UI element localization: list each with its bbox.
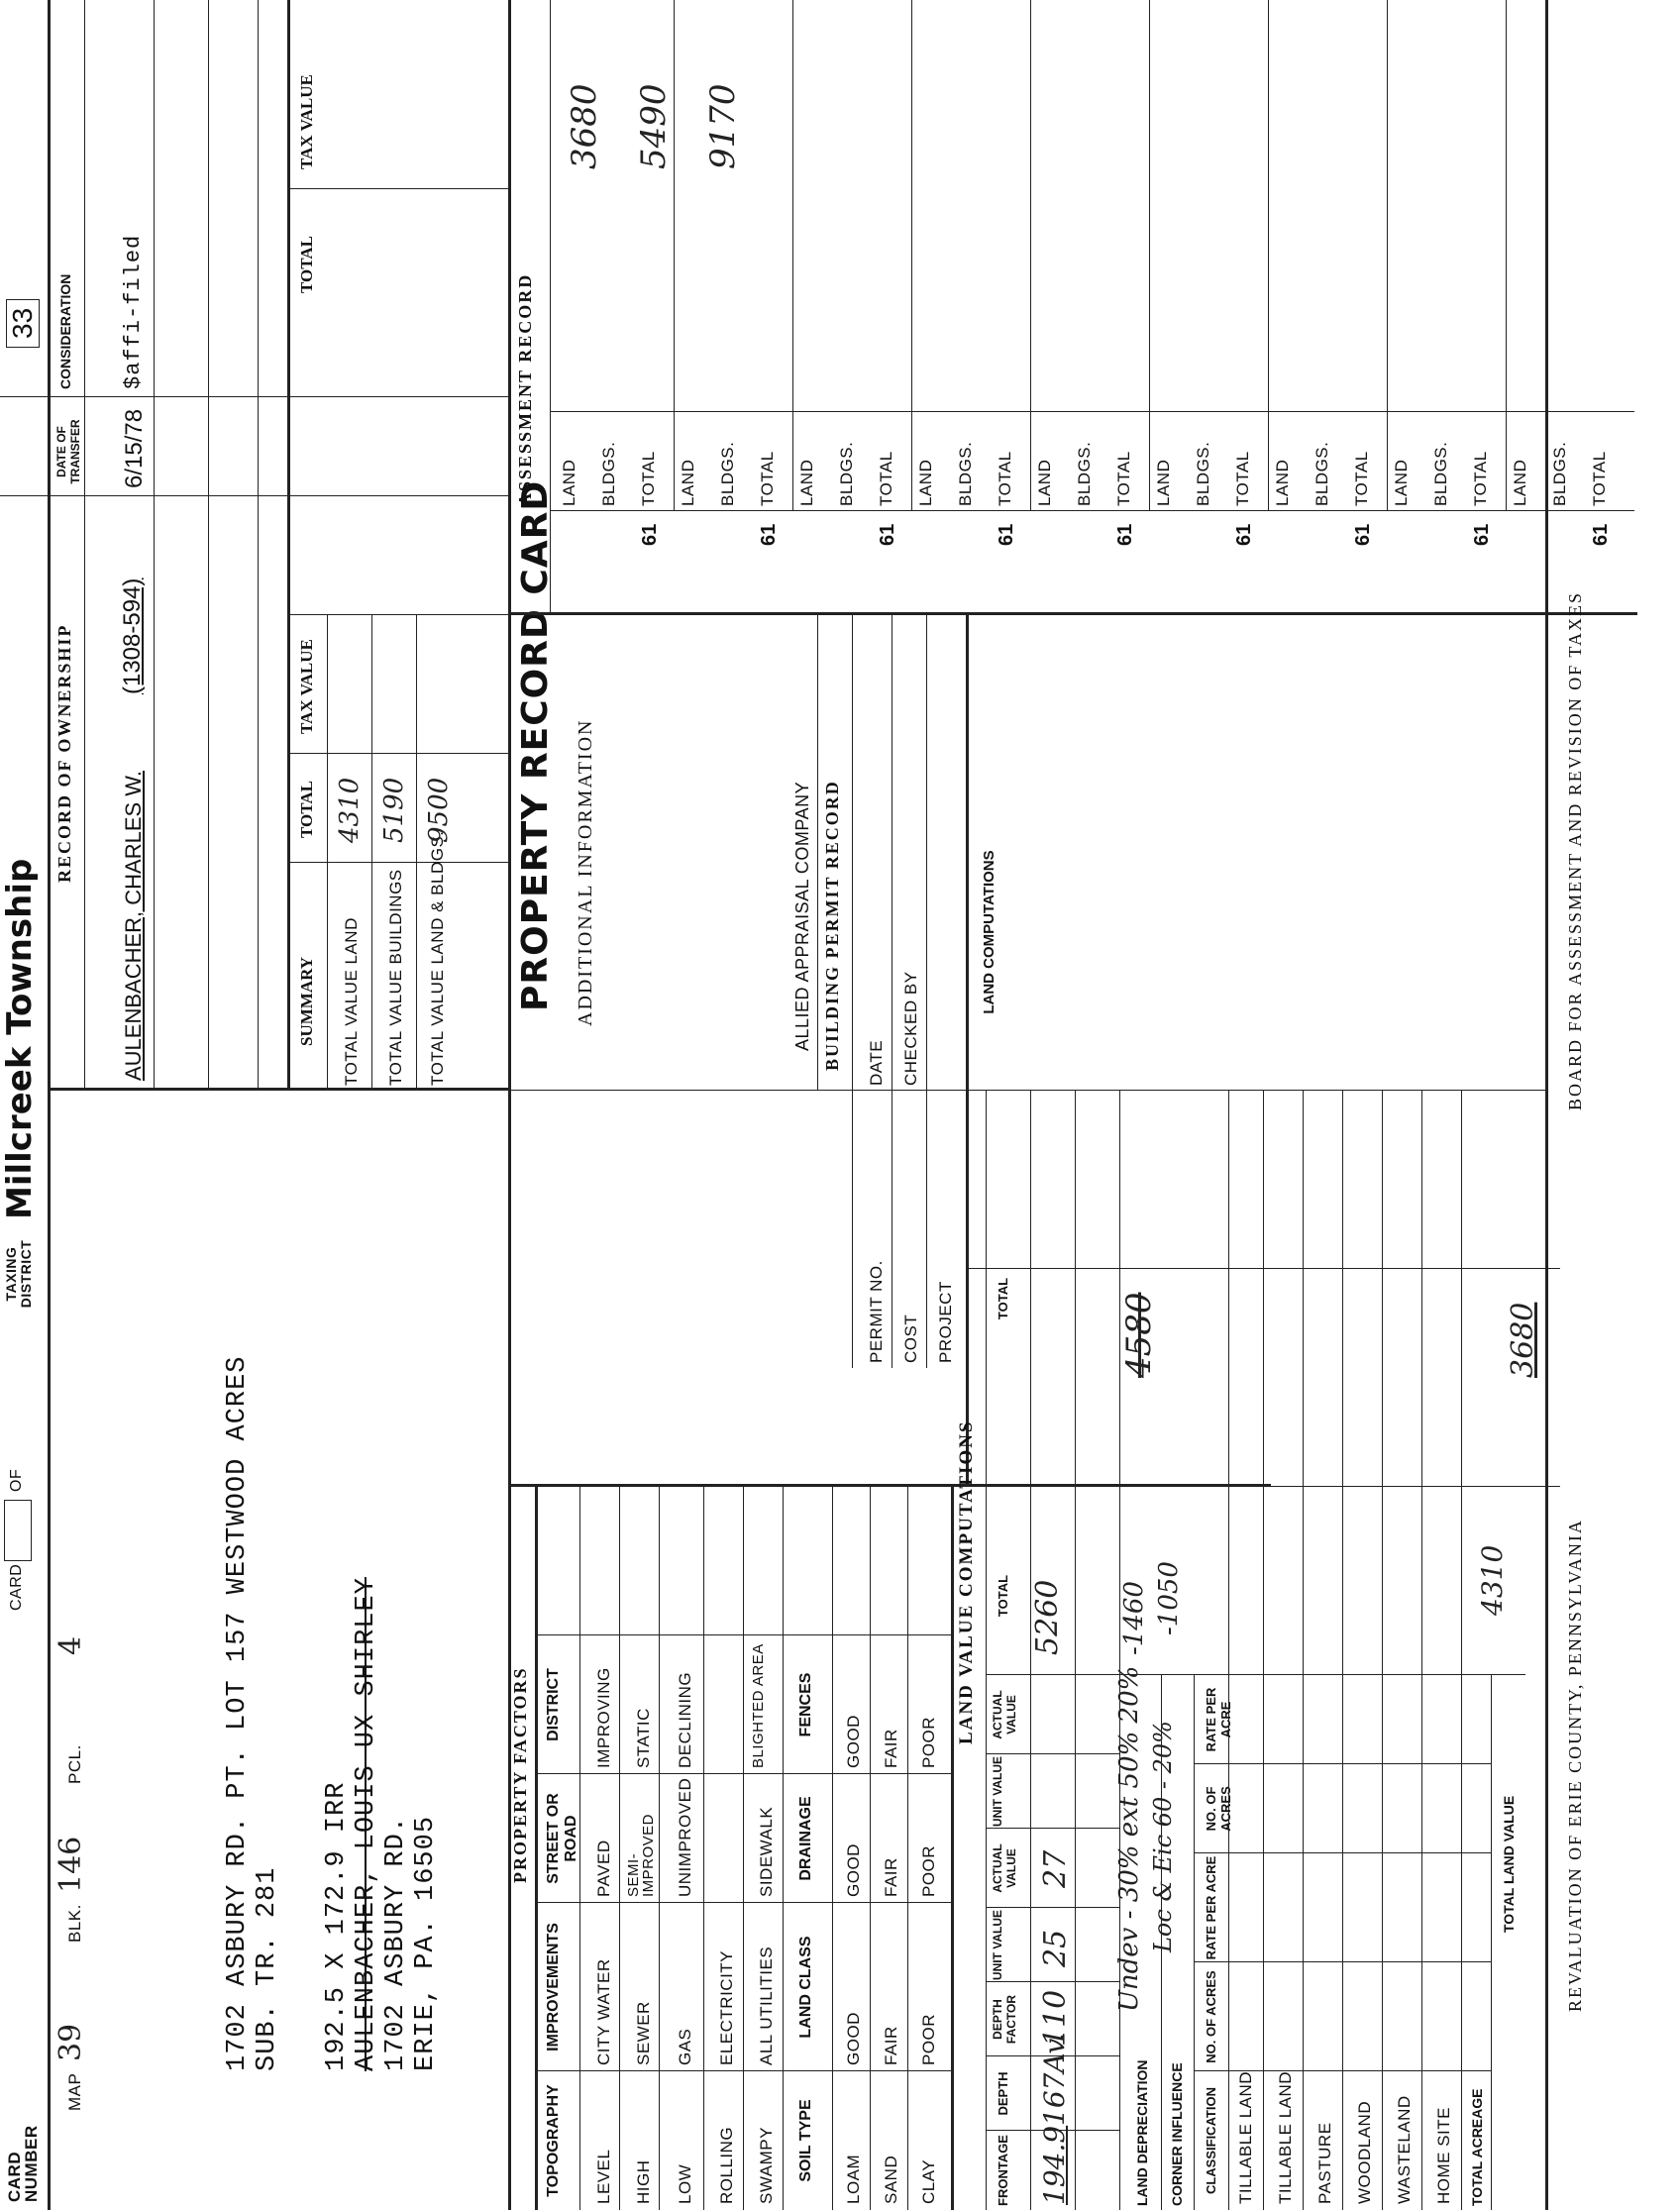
of-label: OF [8, 1468, 25, 1492]
date-of-transfer-label: DATE OF TRANSFER [54, 419, 82, 484]
card-title: PROPERTY RECORD CARD [515, 479, 556, 1011]
land-class-good: GOOD [844, 2012, 863, 2065]
fences-good: GOOD [844, 1715, 863, 1768]
ownership-bottom [287, 0, 290, 1091]
taxing-district-label: TAXING DISTRICT [3, 1239, 34, 1309]
corner-number: 33 [6, 299, 40, 348]
class-col-rate-2: RATE PER ACRE [1204, 1687, 1233, 1752]
class-col-acres-2: NO. OF ACRES [1204, 1786, 1233, 1832]
fences-poor: POOR [919, 1716, 938, 1768]
assessment-grid-3 [911, 0, 912, 511]
property-line-5: 1702 ASBURY RD. [381, 1815, 411, 2071]
lv-col-total-2: TOTAL [996, 1277, 1010, 1320]
lv-col-frontage: FRONTAGE [996, 2135, 1010, 2206]
assess-land-8: LAND [1392, 459, 1411, 506]
assessment-block [555, 412, 1634, 600]
assess-land-6: LAND [1154, 459, 1173, 506]
lv-depr-note-2: Loc & Eic 60 - 20% [1149, 1721, 1177, 1952]
land-class-poor: POOR [919, 2013, 938, 2065]
taxing-district-value: Millcreek Township [0, 858, 40, 1219]
assess-bldgs-6: BLDGS. [1194, 441, 1212, 506]
lv-vline-3 [986, 1981, 1119, 1982]
ownership-total-label: TOTAL [297, 236, 316, 293]
class-woodland: WOODLAND [1355, 2100, 1374, 2204]
card-value-line [4, 1500, 32, 1561]
assess-land-3: LAND [797, 459, 816, 506]
assess-bldgs-8: BLDGS. [1431, 441, 1450, 506]
permit-line-3 [926, 615, 927, 1368]
factors-soil-line [832, 1487, 833, 2210]
soil-header: SOIL TYPE [797, 2099, 814, 2182]
assess-bldgs-3: BLDGS. [837, 441, 856, 506]
lv-vline-7 [986, 1674, 1525, 1675]
ownership-tax-value-label: TAX VALUE [297, 74, 316, 169]
assess-land-2: LAND [679, 459, 697, 506]
assess-year-6: 61 [1233, 523, 1255, 546]
summary-row-buildings-label: TOTAL VALUE BUILDINGS [386, 869, 405, 1086]
assess-year-1: 61 [639, 523, 661, 546]
lv-total-value: 5260 [1030, 1579, 1065, 1655]
district-declining: DECLINING [676, 1671, 694, 1768]
pcl-label: PCL. [65, 1744, 84, 1784]
factors-bottom [951, 1487, 954, 2210]
summary-tax-label: TAX VALUE [297, 639, 316, 734]
lv-class-row-5 [1421, 1091, 1422, 2210]
street-semi: SEMI-IMPROVED [625, 1813, 657, 1897]
assess-year-8: 61 [1471, 523, 1493, 546]
assessment-grid-4 [1030, 0, 1031, 511]
lv-class-row-1 [1263, 1091, 1264, 2210]
drainage-header: DRAINAGE [797, 1796, 814, 1881]
ownership-date-col [0, 495, 508, 496]
ownership-tax-col [287, 188, 508, 189]
land-class-header: LAND CLASS [797, 1936, 814, 2039]
soil-loam: LOAM [844, 2154, 863, 2204]
lv-col-unit-1: UNIT VALUE [991, 1909, 1004, 1981]
lv-acreage-line [1491, 1675, 1492, 2210]
assess-total-1: TOTAL [639, 451, 658, 506]
assess-land-5: LAND [1035, 459, 1054, 506]
lv-col-unit-2: UNIT VALUE [991, 1755, 1004, 1828]
factors-row-5 [783, 1487, 784, 2210]
summary-row-land-value: 4310 [335, 777, 365, 843]
blk-value: 146 [53, 1836, 88, 1893]
assess-year-3: 61 [877, 523, 898, 546]
summary-row-line-2 [416, 615, 417, 1091]
improvements-header: IMPROVEMENTS [545, 1923, 562, 2052]
appraisal-company: ALLIED APPRAISAL COMPANY [792, 781, 812, 1051]
class-tillable-2: TILLABLE LAND [1276, 2070, 1295, 2204]
map-value: 39 [53, 2023, 88, 2061]
assess-total-2: TOTAL [758, 451, 777, 506]
lv-col-actual-1: ACTUAL VALUE [991, 1843, 1018, 1893]
assess-year-9: 61 [1590, 523, 1612, 546]
assess-bldgs-2: BLDGS. [718, 441, 737, 506]
corner-influence-label: CORNER INFLUENCE [1169, 2062, 1185, 2206]
lv-depr-value-2: -1050 [1154, 1561, 1184, 1635]
ownership-header-line [84, 0, 85, 1091]
property-line-2: SUB. TR. 281 [253, 1866, 282, 2071]
imp-gas: GAS [676, 2028, 694, 2065]
assess-bldgs-4: BLDGS. [956, 441, 975, 506]
map-label: MAP [65, 2072, 84, 2111]
assessment-grid-8 [1506, 0, 1507, 511]
topo-level: LEVEL [594, 2149, 613, 2204]
lv-col-depth-factor: DEPTH FACTOR [991, 1994, 1018, 2045]
pcl-value: 4 [53, 1635, 88, 1655]
final-total-value: 3680 [1506, 1302, 1540, 1378]
assessment-value-col [550, 411, 1634, 412]
lv-class-row-4 [1382, 1091, 1383, 2210]
assessment-grid-5 [1149, 0, 1150, 511]
district-improving: IMPROVING [594, 1667, 613, 1768]
imp-city-water: CITY WATER [594, 1958, 613, 2065]
imp-sewer: SEWER [634, 2001, 653, 2065]
assess-bldgs-5: BLDGS. [1075, 441, 1094, 506]
lv-depr-note-1: Undev - 30% ext 50% 20% [1114, 1665, 1144, 2012]
building-permit-title: BUILDING PERMIT RECORD [822, 780, 842, 1071]
assessment-value-3: 9170 [703, 83, 743, 169]
topo-swampy: SWAMPY [757, 2127, 776, 2204]
summary-tax-col [287, 753, 508, 754]
summary-right-border [287, 614, 508, 615]
property-line-6: ERIE, PA. 16505 [411, 1815, 441, 2071]
assess-year-5: 61 [1114, 523, 1136, 546]
assessment-title: ASSESSMENT RECORD [515, 272, 535, 506]
assess-year-7: 61 [1352, 523, 1374, 546]
card-label: CARD [8, 1563, 25, 1611]
total-land-value-num: 4310 [1476, 1544, 1509, 1616]
property-line-4: AULENBACHER, LOUIS UX SHIRLEY [352, 1577, 381, 2071]
permit-no-label: PERMIT NO. [867, 1260, 886, 1363]
summary-header-line [327, 615, 328, 1091]
topography-header: TOPOGRAPHY [545, 2084, 562, 2197]
lv-row-line-1 [1075, 1091, 1076, 2210]
consideration-value: $affi-filed [121, 234, 146, 389]
assessment-grid-6 [1268, 0, 1269, 511]
permit-line-1 [852, 615, 853, 1368]
ownership-row-1 [154, 0, 155, 1091]
ownership-row-2 [208, 0, 209, 1091]
ownership-consideration-col [0, 396, 508, 397]
assessment-grid-1 [674, 0, 675, 511]
permit-top-line [817, 615, 818, 1091]
assess-total-8: TOTAL [1471, 451, 1490, 506]
lv-factor-value: 110 [1038, 1989, 1073, 2047]
assessment-label-col [550, 510, 1634, 511]
topo-low: LOW [676, 2163, 694, 2204]
ownership-row-3 [258, 0, 259, 1091]
summary-title: SUMMARY [297, 956, 316, 1046]
lv-col-depth: DEPTH [996, 2071, 1010, 2116]
assess-land-4: LAND [916, 459, 935, 506]
factors-row-3 [703, 1487, 704, 2210]
permit-checked-label: CHECKED BY [901, 971, 920, 1086]
permit-cost-label: COST [901, 1314, 920, 1363]
lv-corner-line [1194, 1675, 1195, 2210]
land-value-title-line [986, 1091, 987, 2210]
land-computations-title: LAND COMPUTATIONS [981, 850, 998, 1014]
assessment-header-line [550, 0, 551, 615]
property-line-3: 192.5 X 172.9 IRR [322, 1781, 352, 2071]
lv-col-total-1: TOTAL [996, 1574, 1010, 1618]
consideration-label: CONSIDERATION [57, 273, 73, 389]
land-value-title: LAND VALUE COMPUTATIONS [956, 1420, 977, 1744]
factors-row-1 [619, 1487, 620, 2210]
factors-top [535, 1487, 538, 2210]
lv-col-actual-2: ACTUAL VALUE [991, 1690, 1018, 1739]
assess-total-6: TOTAL [1233, 451, 1252, 506]
assessment-left-border [508, 612, 1637, 615]
topo-high: HIGH [634, 2159, 653, 2204]
fences-fair: FAIR [882, 1729, 900, 1768]
class-home-site: HOME SITE [1434, 2106, 1453, 2204]
lv-struck-total: 4580 [1119, 1292, 1159, 1378]
assessment-value-1: 3680 [565, 83, 604, 169]
lv-depr-value-1: -1460 [1119, 1581, 1149, 1655]
street-unimproved: UNIMPROVED [676, 1777, 694, 1897]
soil-clay: CLAY [919, 2158, 938, 2204]
class-tillable-1: TILLABLE LAND [1236, 2070, 1255, 2204]
lv-class-row-3 [1342, 1091, 1343, 2210]
card-number-label: CARD NUMBER [5, 2125, 41, 2202]
ownership-book-page: (1308-594) [119, 578, 146, 694]
class-col-classification: CLASSIFICATION [1204, 2086, 1218, 2195]
district-header: DISTRICT [545, 1668, 562, 1741]
factors-title: PROPERTY FACTORS [510, 1666, 530, 1883]
street-paved: PAVED [594, 1840, 613, 1897]
assessment-grid-2 [792, 0, 793, 511]
property-line-1: 1702 ASBURY RD. PT. LOT 157 WESTWOOD ACRES [223, 1355, 253, 2071]
land-depreciation-label: LAND DEPRECIATION [1134, 2059, 1150, 2206]
assess-land-1: LAND [560, 459, 578, 506]
class-wasteland: WASTELAND [1395, 2095, 1414, 2204]
district-blighted: BLIGHTED AREA [750, 1643, 767, 1768]
street-header: STREET OR ROAD [545, 1793, 579, 1884]
footer-left: REVALUATION OF ERIE COUNTY, PENNSYLVANIA [1565, 1519, 1585, 2012]
assess-year-2: 61 [758, 523, 780, 546]
assessment-grid-7 [1387, 0, 1388, 511]
imp-all-utilities: ALL UTILITIES [757, 1946, 776, 2065]
summary-row-total-label: TOTAL VALUE LAND & BLDGS. [428, 830, 447, 1086]
assess-total-7: TOTAL [1352, 451, 1371, 506]
soil-sand: SAND [882, 2155, 900, 2204]
assess-total-9: TOTAL [1590, 451, 1609, 506]
permit-mid-col [508, 1090, 966, 1091]
district-static: STATIC [634, 1708, 653, 1768]
ownership-date: 6/15/78 [121, 408, 148, 488]
assess-land-9: LAND [1511, 459, 1529, 506]
factors-row-4 [743, 1487, 744, 2210]
summary-row-line-1 [371, 615, 372, 1091]
drainage-good: GOOD [844, 1843, 863, 1897]
ownership-left-border [48, 1088, 508, 1091]
land-comp-left-border [966, 1090, 1545, 1091]
fences-header: FENCES [797, 1672, 814, 1737]
footer-right: BOARD FOR ASSESSMENT AND REVISION OF TAXES [1565, 591, 1585, 1110]
assess-bldgs-1: BLDGS. [599, 441, 618, 506]
assess-land-7: LAND [1273, 459, 1292, 506]
topo-rolling: ROLLING [717, 2126, 736, 2204]
class-col-acres-1: NO. OF ACRES [1204, 1970, 1218, 2063]
lv-unit-value: 25 [1038, 1929, 1073, 1967]
ownership-title: RECORD OF OWNERSHIP [54, 623, 74, 883]
summary-row-land-label: TOTAL VALUE LAND [342, 917, 361, 1086]
ownership-owner: AULENBACHER, CHARLES W. [121, 771, 146, 1081]
lv-vline-5 [986, 1828, 1119, 1829]
class-col-rate-1: RATE PER ACRE [1204, 1855, 1218, 1960]
summary-row-total-value: 9500 [424, 777, 454, 843]
lv-class-row-2 [1303, 1091, 1304, 2210]
header-divider [48, 0, 51, 2210]
assess-bldgs-7: BLDGS. [1312, 441, 1331, 506]
assess-bldgs-9: BLDGS. [1550, 441, 1569, 506]
factors-soil-row-1 [870, 1487, 871, 2210]
assess-total-3: TOTAL [877, 451, 895, 506]
lv-bottom [1545, 0, 1548, 2210]
lv-depth-value: 167Av. [1038, 2033, 1071, 2126]
drainage-fair: FAIR [882, 1857, 900, 1897]
street-sidewalk: SIDEWALK [757, 1806, 776, 1897]
lv-class-row-6 [1461, 1091, 1462, 2210]
factors-row-2 [659, 1487, 660, 2210]
lv-vline-6 [986, 1753, 1119, 1754]
blk-label: BLK. [65, 1904, 84, 1943]
summary-row-buildings-value: 5190 [379, 777, 409, 843]
factors-soil-row-2 [907, 1487, 908, 2210]
additional-info-label: ADDITIONAL INFORMATION [575, 718, 596, 1026]
lv-frontage-value: 194.9 [1038, 2125, 1071, 2205]
total-land-value-label: TOTAL LAND VALUE [1501, 1795, 1517, 1933]
imp-electricity: ELECTRICITY [717, 1949, 736, 2065]
summary-total-label: TOTAL [297, 781, 316, 838]
assessment-value-2: 5490 [634, 83, 674, 169]
lv-class-header-line [1228, 1091, 1229, 2210]
class-pasture: PASTURE [1315, 2122, 1334, 2204]
assess-year-4: 61 [996, 523, 1017, 546]
lv-vline-4 [986, 1907, 1119, 1908]
lv-depr-line [1161, 1675, 1162, 2210]
total-acreage-label: TOTAL ACREAGE [1469, 2088, 1485, 2206]
lv-actual-value: 27 [1038, 1849, 1073, 1888]
permit-bottom [966, 615, 969, 1487]
summary-total-col [287, 862, 508, 863]
permit-date-label: DATE [867, 1039, 886, 1086]
permit-project-label: PROJECT [936, 1281, 955, 1363]
assess-total-4: TOTAL [996, 451, 1014, 506]
factors-header-line [579, 1487, 580, 2210]
drainage-poor: POOR [919, 1844, 938, 1897]
land-class-fair: FAIR [882, 2026, 900, 2065]
assess-total-5: TOTAL [1114, 451, 1133, 506]
